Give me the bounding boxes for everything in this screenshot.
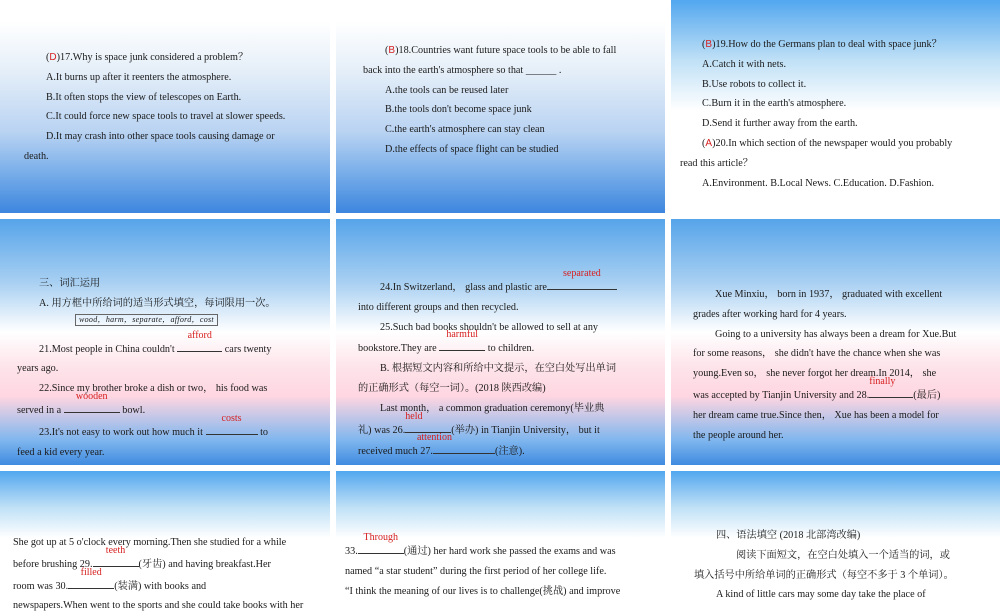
answer-19: B [705, 39, 713, 50]
slide-panel-q17 [0, 0, 330, 213]
question-25: 25.Such bad books shouldn't be allowed to sell at any [380, 321, 599, 333]
option-c: C.It could force new space tools to travel at slower speeds. [46, 111, 286, 123]
word-box-row [17, 314, 276, 326]
answer-blank-23: costs [206, 421, 258, 435]
question-18: (B)18.Countries want future space tools to be able to fall [385, 45, 617, 56]
question-20-continued: read this article？ [680, 157, 753, 169]
passage-line-1: Xue Minxiu， born in 1937， graduated with excellent [715, 289, 943, 300]
passage-line-2: named “a star student” during the first period of her college life. [345, 565, 607, 577]
question-18-continued: back into the earth's atmosphere so that ______ . [363, 64, 562, 76]
blank-18: ______ . [525, 64, 562, 76]
section-title: 三、词汇运用 [39, 278, 101, 289]
passage-line-4: newspapers.When went to the sports and she could take books with her [13, 600, 304, 612]
option-b: B.the tools don't become space junk [385, 104, 532, 116]
passage-line-4: for some reasons， she didn't have the chance when she was [693, 348, 941, 360]
passage-line-3: received much 27. attention (注意). [358, 432, 525, 458]
instruction-continued: 填入括号中所给单词的正确形式（每空不多于 3 个单词）。 [694, 569, 954, 581]
answer-blank-30: filled [68, 575, 114, 589]
passage-line-3: room was 30. filled (装满) with books and [13, 566, 207, 592]
question-23-continued: feed a kid every year. [17, 446, 105, 458]
slide-panel-grammar [671, 471, 1000, 600]
answer-blank-33: Through [358, 540, 404, 554]
question-24-continued: into different groups and then recycled. [358, 301, 519, 313]
answer-blank-21: afford [177, 338, 222, 352]
question-20: (A)20.In which section of the newspaper would you probably [702, 137, 953, 149]
question-21: 21.Most people in China couldn't afford cars twenty [39, 329, 272, 355]
option-a: A.the tools can be reused later [385, 84, 509, 96]
answer-blank-28: finally [869, 384, 913, 398]
slide-panel-q18 [336, 0, 665, 213]
question-25-continued: bookstore.They are harmful to children. [358, 329, 535, 355]
question-24: 24.In Switzerland， glass and plastic are separated [358, 276, 617, 298]
question-22: 22.Since my brother broke a dish or two， his food was [39, 383, 268, 395]
passage-line-6: was accepted by Tianjin University and 28. finally (最后) [693, 375, 941, 401]
passage-line-1: Last month， a common graduation ceremony(毕业典 [380, 402, 605, 414]
option-c: C.Burn it in the earth's atmosphere. [702, 98, 847, 110]
options-20: A.Environment. B.Local News. C.Education. D.Fashion. [702, 177, 935, 189]
answer-20: A [705, 137, 713, 149]
option-d-continued: death. [24, 150, 49, 162]
passage-line-2: 礼) was 26. held (举办) in Tianjin University， but it [358, 410, 600, 436]
option-a: A.It burns up after it reenters the atmosphere. [46, 71, 232, 83]
option-d: D.the effects of space flight can be studied [385, 143, 559, 155]
passage-line-8: the people around her. [693, 429, 784, 441]
question-22-continued: served in a wooden bowl. [17, 390, 146, 416]
option-a: A.Catch it with nets. [702, 58, 787, 70]
part-b-instruction-continued: 的正确形式（每空一词）。(2018 陕西改编) [358, 382, 546, 394]
slide-panel-passage [671, 219, 1000, 465]
passage-line-3: Going to a university has always been a dream for Xue.But [715, 328, 957, 340]
section-title: 四、语法填空 (2018 北部湾改编) [716, 530, 861, 541]
option-b: B.Use robots to collect it. [702, 78, 807, 90]
passage-line-3: “I think the meaning of our lives is to challenge(挑战) and improve [345, 585, 621, 597]
answer-blank-26: held [405, 419, 451, 433]
word-box: wood，harm，separate，afford，cost [75, 314, 218, 326]
answer-blank-27: attention [433, 440, 495, 454]
answer-blank-24: separated [547, 276, 617, 290]
passage-line-2: grades after working hard for 4 years. [693, 308, 847, 320]
question-17: (D)17.Why is space junk considered a problem？ [46, 52, 249, 63]
instruction: A. 用方框中所给词的适当形式填空，每词限用一次。 [39, 297, 276, 309]
question-21-continued: years ago. [17, 363, 59, 375]
passage-line-1: A kind of little cars may some day take the place of [716, 589, 926, 601]
answer-blank-25: harmful [439, 337, 485, 351]
slide-panel-vocab [0, 219, 330, 465]
passage-line-5: young.Even so， she never forgot her dream.In 2014， she [693, 368, 937, 380]
slide-panel-q24-q27 [336, 219, 665, 465]
slide-panel-q33 [336, 471, 665, 600]
passage-line-2: before brushing 29. teeth (牙齿) and having breakfast.Her [13, 544, 271, 570]
slide-panel-q19-q20 [671, 0, 1000, 213]
passage-line-1: She got up at 5 o'clock every morning.Then she studied for a while [13, 537, 287, 548]
passage-line-7: her dream came true.Since then， Xue has been a model for [693, 409, 939, 421]
option-c: C.the earth's atmosphere can stay clean [385, 124, 545, 136]
instruction: 阅读下面短文，在空白处填入一个适当的词，或 [736, 549, 950, 561]
part-b-instruction: B. 根据短文内容和所给中文提示，在空白处写出单词 [380, 363, 617, 375]
answer-blank-22: wooden [64, 399, 120, 413]
answer-blank-29: teeth [93, 553, 139, 567]
answer-17: D [49, 52, 57, 63]
question-23: 23.It's not easy to work out how much it costs to [39, 412, 269, 438]
passage-line-1: 33. Through (通过) her hard work she passed the exams and was [345, 532, 616, 557]
question-19: (B)19.How do the Germans plan to deal with space junk？ [702, 39, 942, 50]
answer-18: B [388, 45, 396, 56]
slide-panel-q29-q30 [0, 471, 330, 612]
option-d: D.It may crash into other space tools causing damage or [46, 131, 275, 143]
option-b: B.It often stops the view of telescopes on Earth. [46, 91, 242, 103]
option-d: D.Send it further away from the earth. [702, 118, 858, 130]
